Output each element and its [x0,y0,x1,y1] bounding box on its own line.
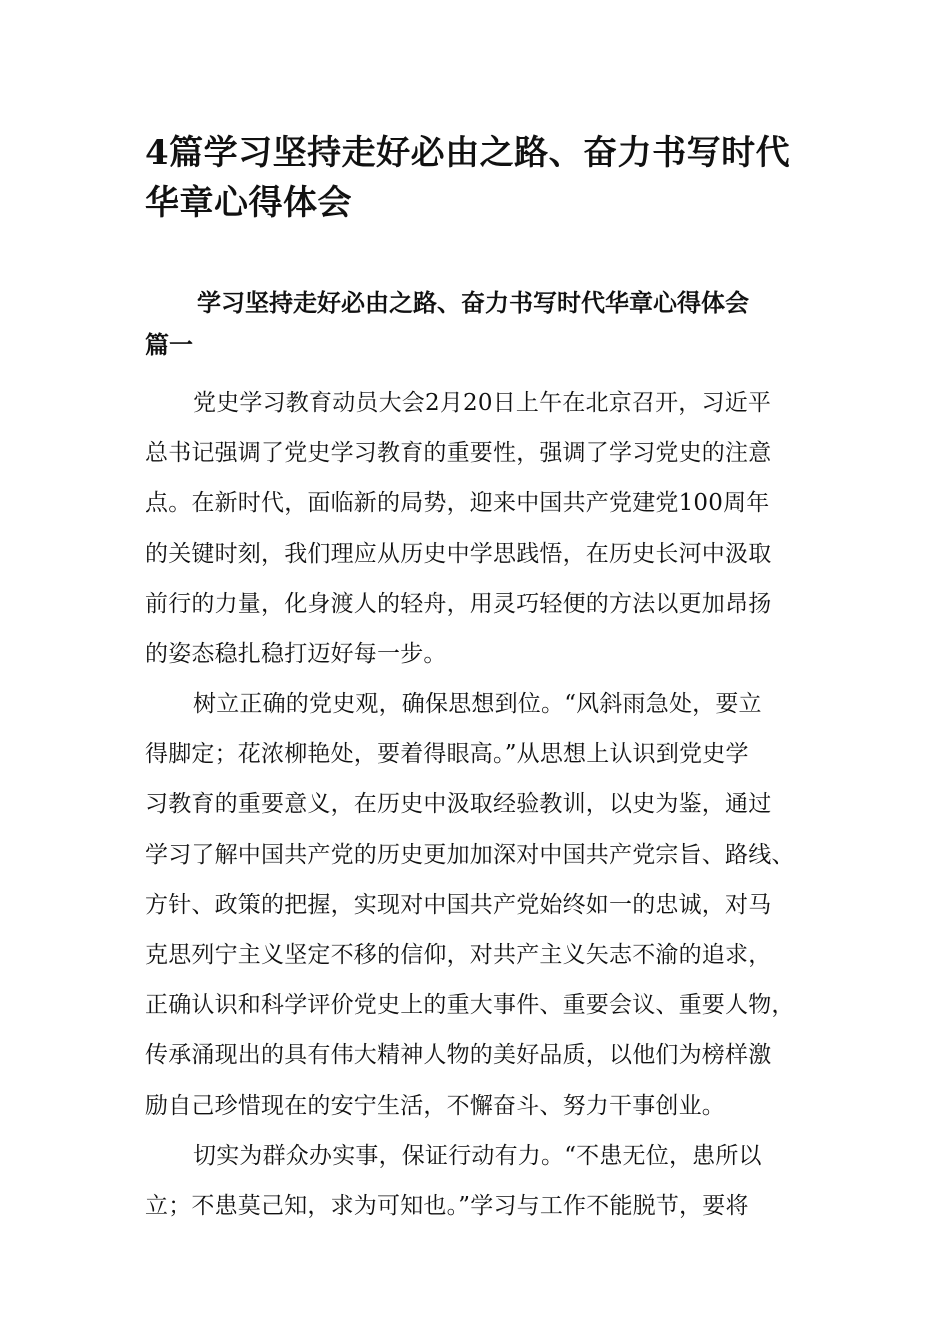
paragraph-line: 克思列宁主义坚定不移的信仰，对共产主义矢志不渝的追求， [145,942,772,969]
section-heading-line-2: 篇一 [145,330,193,359]
paragraph-line: 正确认识和科学评价党史上的重大事件、重要会议、重要人物， [145,992,795,1019]
paragraph-line: 学习了解中国共产党的历史更加加深对中国共产党宗旨、路线、 [145,841,795,868]
paragraph-2 [145,679,830,1131]
paragraph-line: 习教育的重要意义，在历史中汲取经验教训，以史为鉴，通过 [145,791,772,818]
paragraph-line: 得脚定；花浓柳艳处，要着得眼高。”从思想上认识到党史学 [145,741,749,768]
paragraph-line: 点。在新时代，面临新的局势，迎来中国共产党建党100周年 [145,490,770,517]
paragraph-line: 立；不患莫己知，求为可知也。”学习与工作不能脱节，要将 [145,1193,749,1220]
title-line-2: 华章心得体会 [145,183,352,223]
paragraph-line: 树立正确的党史观，确保思想到位。“风斜雨急处，要立 [193,691,762,717]
document-title [145,128,825,228]
paragraph-line: 前行的力量，化身渡人的轻舟，用灵巧轻便的方法以更加昂扬 [145,590,772,617]
paragraph-line: 方针、政策的把握，实现对中国共产党始终如一的忠诚，对马 [145,891,772,918]
paragraph-line: 的姿态稳扎稳打迈好每一步。 [145,641,447,668]
paragraph-line: 励自己珍惜现在的安宁生活，不懈奋斗、努力干事创业。 [145,1092,725,1119]
paragraph-line: 党史学习教育动员大会2月20日上午在北京召开，习近平 [193,390,772,416]
paragraph-3 [145,1131,830,1231]
paragraph-1 [145,378,830,679]
paragraph-line: 总书记强调了党史学习教育的重要性，强调了学习党史的注意 [145,440,772,467]
section-heading-line-1: 学习坚持走好必由之路、奋力书写时代华章心得体会 [197,288,749,317]
title-line-1: 4篇学习坚持走好必由之路、奋力书写时代 [145,133,791,173]
section-heading [145,282,825,366]
paragraph-line: 切实为群众办实事，保证行动有力。“不患无位，患所以 [193,1143,762,1169]
paragraph-line: 的关键时刻，我们理应从历史中学思践悟，在历史长河中汲取 [145,540,772,567]
paragraph-line: 传承涌现出的具有伟大精神人物的美好品质，以他们为榜样激 [145,1042,772,1069]
